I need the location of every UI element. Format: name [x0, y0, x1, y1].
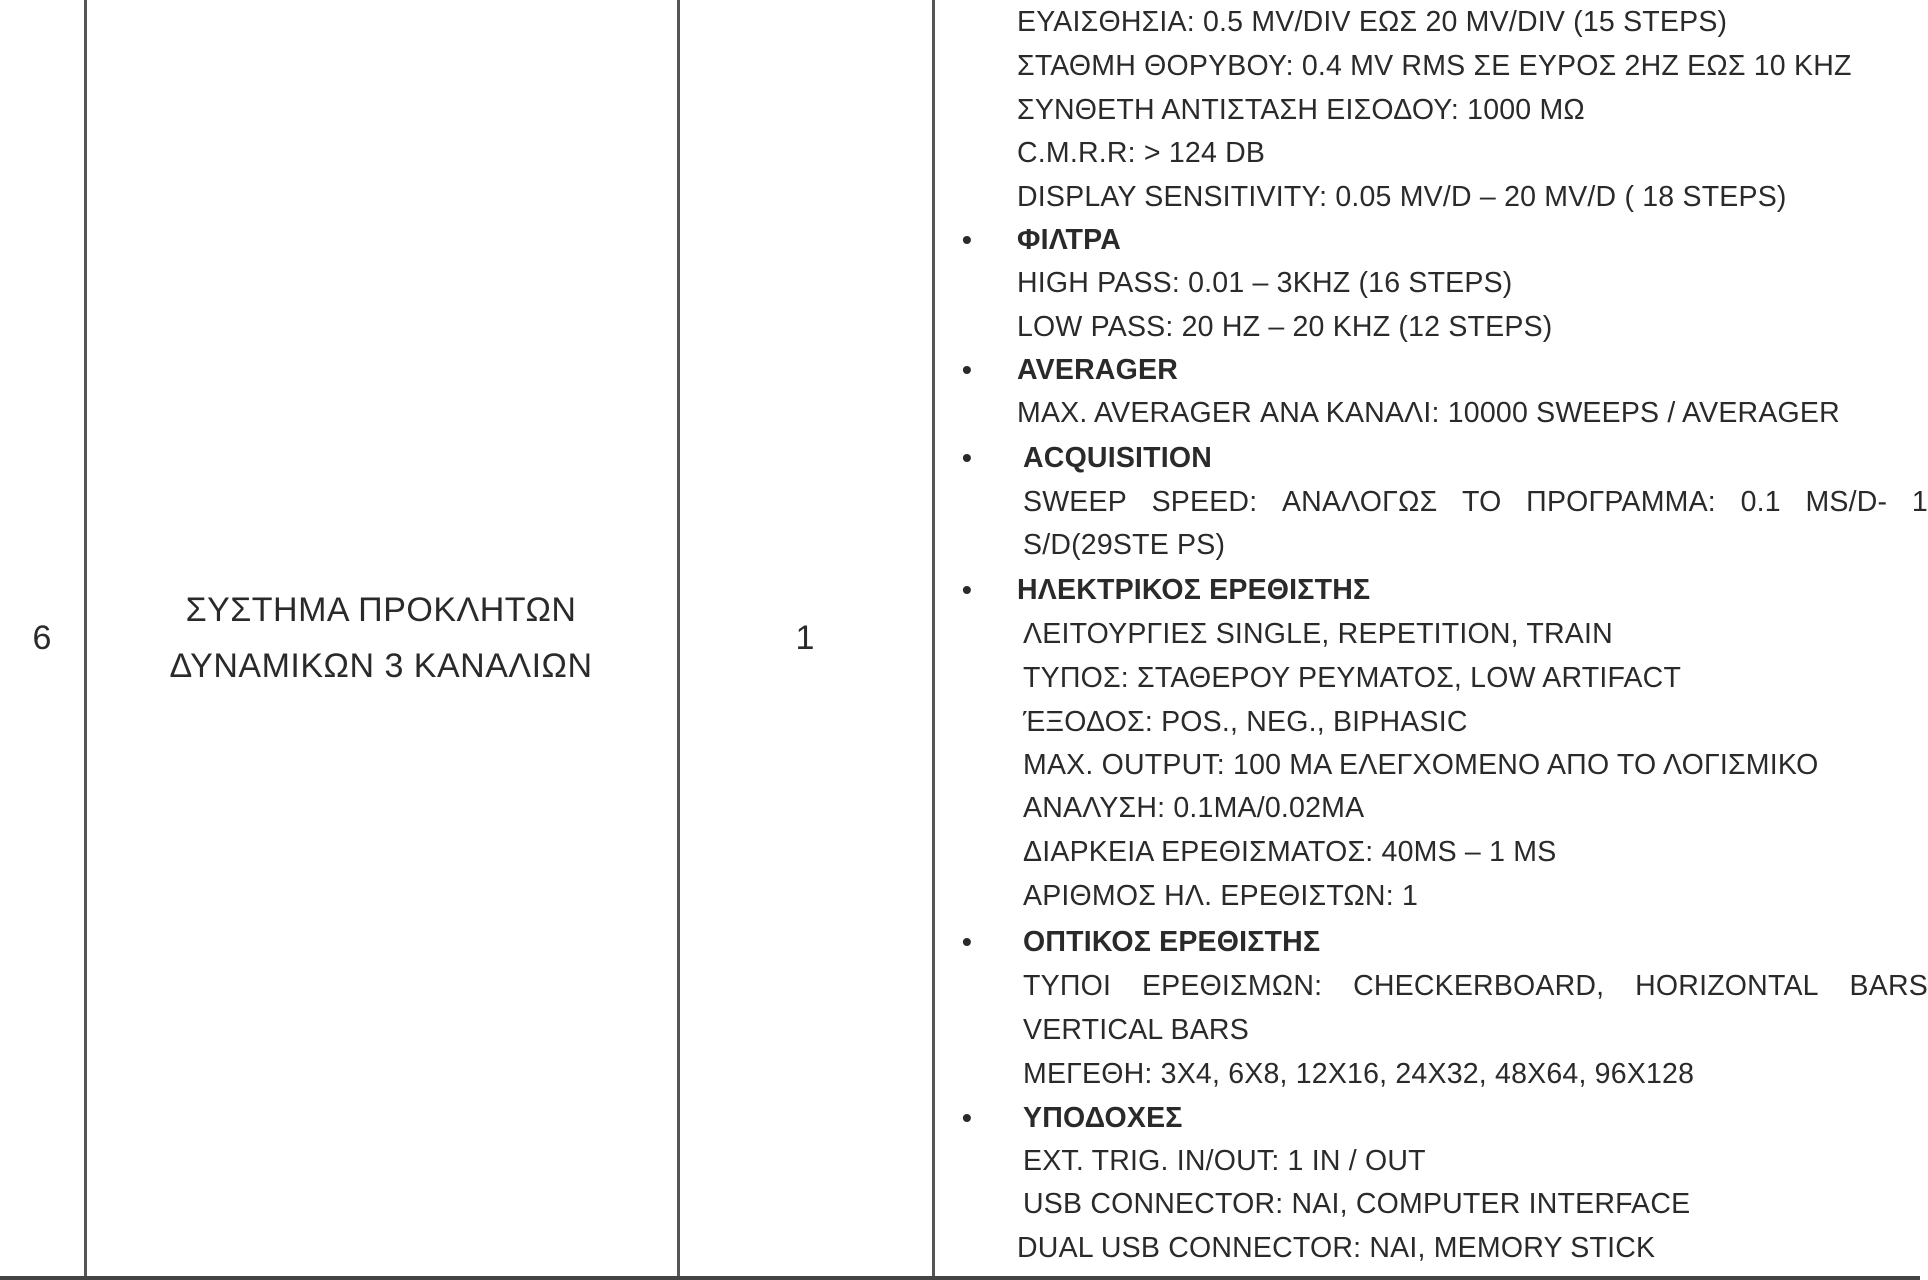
spec-stimulus-patterns-cont: VERTICAL BARS: [1023, 1014, 1249, 1046]
spec-sweep-speed: SWEEP SPEED: ΑΝΑΛΟΓΩΣ ΤΟ ΠΡΟΓΡΑΜΜΑ: 0.1 MS/D- 1: [1023, 486, 1928, 518]
item-name-line-2: ΔΥΝΑΜΙΚΩΝ 3 ΚΑΝΑΛΙΩΝ: [169, 647, 593, 685]
spec-electric-stimulator-heading: ΗΛΕΚΤΡΙΚΟΣ ΕΡΕΘΙΣΤΗΣ: [1017, 574, 1371, 606]
spec-duration: ΔΙΑΡΚΕΙΑ ΕΡΕΘΙΣΜΑΤΟΣ: 40MS – 1 MS: [1023, 836, 1557, 868]
spec-low-pass: LOW PASS: 20 HZ – 20 KHZ (12 STEPS): [1017, 311, 1553, 343]
spec-sizes: ΜΕΓΕΘΗ: 3X4, 6X8, 12X16, 24X32, 48X64, 96X128: [1023, 1058, 1695, 1090]
spec-sockets-heading: ΥΠΟΔΟΧΕΣ: [1023, 1102, 1183, 1134]
spec-max-output: MAX. OUTPUT: 100 MA ΕΛΕΓΧΟΜΕΝΟ ΑΠΟ ΤΟ ΛΟΓΙΣΜΙΚΟ: [1023, 749, 1819, 781]
spec-high-pass: HIGH PASS: 0.01 – 3KHZ (16 STEPS): [1017, 267, 1513, 299]
bullet-electric-stimulator: •: [962, 574, 972, 605]
spec-max-averager: MAX. AVERAGER ΑΝΑ ΚΑΝΑΛΙ: 10000 SWEEPS / AVERAGER: [1017, 397, 1840, 429]
bullet-optical-stimulator: •: [962, 926, 972, 957]
row-number: 6: [32, 618, 52, 657]
spec-usb-connector: USB CONNECTOR: ΝΑΙ, COMPUTER INTERFACE: [1023, 1188, 1691, 1220]
spec-resolution: ΑΝΑΛΥΣΗ: 0.1MA/0.02MA: [1023, 792, 1365, 824]
bullet-averager: •: [962, 354, 972, 385]
spec-modes: ΛΕΙΤΟΥΡΓΙΕΣ SINGLE, REPETITION, TRAIN: [1023, 618, 1613, 650]
table-bottom-border: [0, 1276, 1920, 1280]
spec-output: ΈΞΟΔΟΣ: POS., NEG., BIPHASIC: [1023, 706, 1468, 738]
table-border-3: [932, 0, 935, 1280]
bullet-sockets: •: [962, 1102, 972, 1133]
spec-sensitivity: ΕΥΑΙΣΘΗΣΙΑ: 0.5 MV/DIV ΕΩΣ 20 MV/DIV (15 STEPS): [1017, 6, 1728, 38]
row-number-cell: [0, 0, 84, 1276]
spec-dual-usb-connector: DUAL USB CONNECTOR: ΝΑΙ, MEMORY STICK: [1017, 1232, 1656, 1264]
spec-filters-heading: ΦΙΛΤΡΑ: [1017, 224, 1122, 256]
spec-acquisition-heading: ACQUISITION: [1023, 442, 1213, 474]
spec-impedance: ΣΥΝΘΕΤΗ ΑΝΤΙΣΤΑΣΗ ΕΙΣΟΔΟΥ: 1000 ΜΩ: [1017, 94, 1585, 126]
spec-sweep-speed-cont: S/D(29STE PS): [1023, 529, 1226, 561]
item-name-cell: [87, 0, 675, 1276]
spec-display-sensitivity: DISPLAY SENSITIVITY: 0.05 MV/D – 20 MV/D ( 18 STEPS): [1017, 181, 1787, 213]
spec-type: ΤΥΠΟΣ: ΣΤΑΘΕΡΟΥ ΡΕΥΜΑΤΟΣ, LOW ARTIFACT: [1023, 662, 1682, 694]
spec-stimulator-count: ΑΡΙΘΜΟΣ ΗΛ. ΕΡΕΘΙΣΤΩΝ: 1: [1023, 880, 1419, 912]
spec-ext-trig: EXT. TRIG. IN/OUT: 1 IN / OUT: [1023, 1145, 1426, 1177]
spec-cmrr: C.M.R.R: > 124 DB: [1017, 137, 1266, 169]
bullet-acquisition: •: [962, 442, 972, 473]
spec-averager-heading: AVERAGER: [1017, 354, 1179, 386]
spec-noise: ΣΤΑΘΜΗ ΘΟΡΥΒΟΥ: 0.4 MV RMS ΣΕ ΕΥΡΟΣ 2HZ ΕΩΣ 10 KHZ: [1017, 50, 1852, 82]
bullet-filters: •: [962, 224, 972, 255]
item-name-line-1: ΣΥΣΤΗΜΑ ΠΡΟΚΛΗΤΩΝ: [185, 591, 577, 629]
spec-stimulus-patterns: ΤΥΠΟΙ ΕΡΕΘΙΣΜΩΝ: CHECKERBOARD, HORIZONTAL BARS: [1023, 970, 1928, 1002]
quantity-value: 1: [795, 618, 815, 657]
quantity-cell: [680, 0, 930, 1276]
spec-optical-stimulator-heading: ΟΠΤΙΚΟΣ ΕΡΕΘΙΣΤΗΣ: [1023, 926, 1321, 958]
